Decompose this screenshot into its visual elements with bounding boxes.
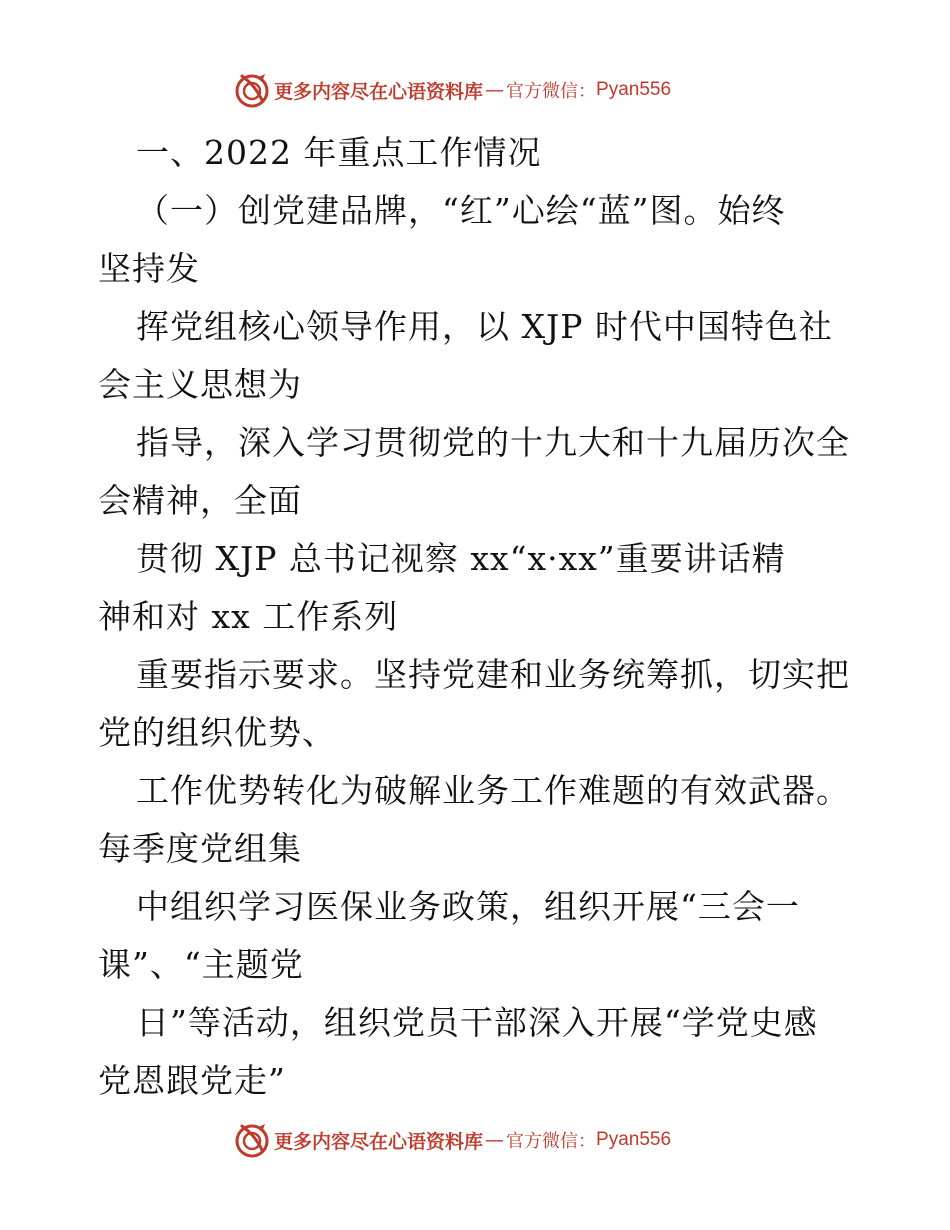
banner-main-text: 更多内容尽在心语资料库 [274, 1130, 484, 1153]
paragraph-line: 日”等活动，组织党员干部深入开展“学党史感 [136, 1003, 818, 1042]
banner-wechat-id: Pyan556 [596, 1129, 672, 1150]
footer-watermark-banner [232, 1118, 671, 1162]
paragraph-line: 指导，深入学习贯彻党的十九大和十九届历次全 [136, 423, 850, 462]
paragraph-line: 工作优势转化为破解业务工作难题的有效武器。 [136, 771, 850, 810]
paragraph-line: 党的组织优势、 [98, 713, 336, 752]
section-heading: 一、2022 年重点工作情况 [136, 133, 542, 172]
brand-logo-icon [232, 1120, 272, 1160]
banner-main-text: 更多内容尽在心语资料库 [274, 80, 484, 103]
banner-separator: — [485, 1129, 505, 1151]
banner-separator: — [485, 79, 505, 101]
paragraph-line: 坚持发 [98, 249, 200, 288]
banner-wechat-id: Pyan556 [596, 79, 672, 100]
paragraph-line: 贯彻 XJP 总书记视察 xx“x·xx”重要讲话精 [136, 539, 786, 578]
paragraph-line: 中组织学习医保业务政策，组织开展“三会一 [136, 887, 800, 926]
paragraph-line: （一）创党建品牌，“红”心绘“蓝”图。始终 [136, 191, 786, 230]
paragraph-line: 课”、“主题党 [98, 945, 304, 984]
paragraph-line: 会主义思想为 [98, 365, 302, 404]
paragraph-line: 重要指示要求。坚持党建和业务统筹抓，切实把 [136, 655, 850, 694]
header-watermark-banner [232, 68, 671, 112]
paragraph-line: 党恩跟党走” [98, 1061, 286, 1100]
brand-logo-icon [232, 70, 272, 110]
document-body [98, 124, 858, 1110]
banner-wechat-label: 官方微信： [506, 1131, 597, 1152]
banner-wechat-label: 官方微信： [506, 81, 597, 102]
paragraph-line: 神和对 xx 工作系列 [98, 597, 399, 636]
paragraph-line: 会精神，全面 [98, 481, 302, 520]
paragraph-line: 每季度党组集 [98, 829, 302, 868]
paragraph-line: 挥党组核心领导作用，以 XJP 时代中国特色社 [136, 307, 833, 346]
